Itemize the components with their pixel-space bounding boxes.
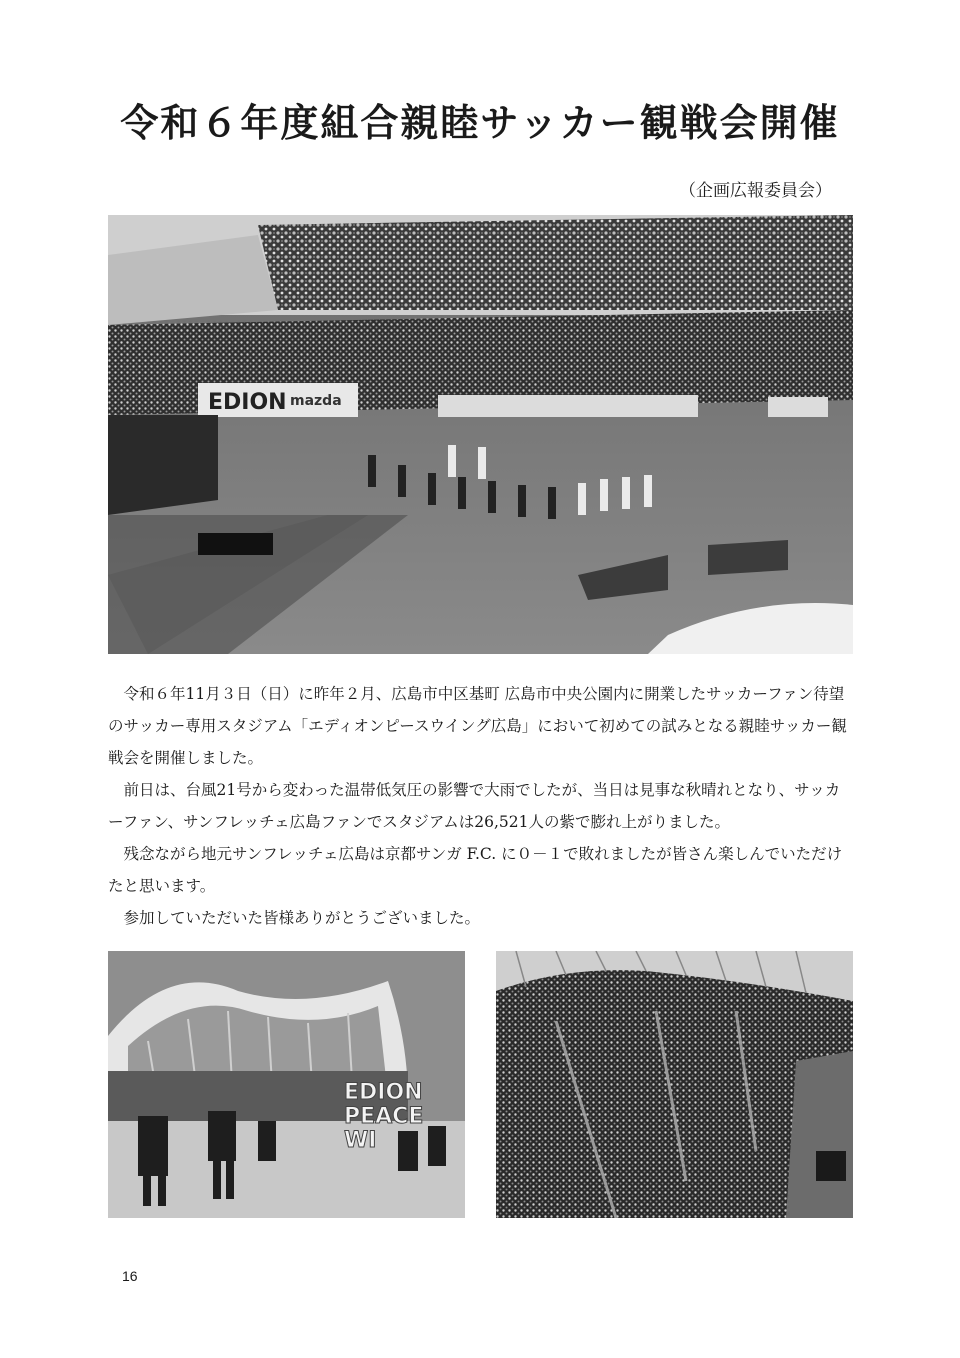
stadium-stands-photo <box>496 951 853 1218</box>
edion-sign-line3: WI <box>344 1128 377 1153</box>
edion-sign-line1: EDION <box>344 1080 423 1105</box>
stadium-exterior-photo <box>108 951 465 1218</box>
article-byline: （企画広報委員会） <box>679 181 832 201</box>
page-number: 16 <box>122 1268 138 1284</box>
edion-ad-text: EDION <box>208 390 287 415</box>
paragraph-2: 前日は、台風21号から変わった温帯低気圧の影響で大雨でしたが、当日は見事な秋晴れとなり、サッカーファン、サンフレッチェ広島ファンでスタジアムは26,521人の紫で膨れ上がりました。 <box>108 781 841 831</box>
stadium-field-photo <box>108 215 853 654</box>
article-body <box>108 678 853 934</box>
paragraph-1: 令和６年11月３日（日）に昨年２月、広島市中区基町 広島市中央公園内に開業したサッカーファン待望のサッカー専用スタジアム「エディオンピースウイング広島」において初めての試みとなる親睦サッカー観戦会を開催しました。 <box>108 685 847 767</box>
paragraph-4: 参加していただいた皆様ありがとうございました。 <box>123 909 481 927</box>
mazda-ad-text: mazda <box>290 393 342 409</box>
paragraph-3: 残念ながら地元サンフレッチェ広島は京都サンガ F.C. に０－１で敗れましたが皆さん楽しんでいただけたと思います。 <box>108 845 843 895</box>
article-title: 令和６年度組合親睦サッカー観戦会開催 <box>120 101 840 145</box>
edion-sign-line2: PEACE <box>344 1104 424 1129</box>
